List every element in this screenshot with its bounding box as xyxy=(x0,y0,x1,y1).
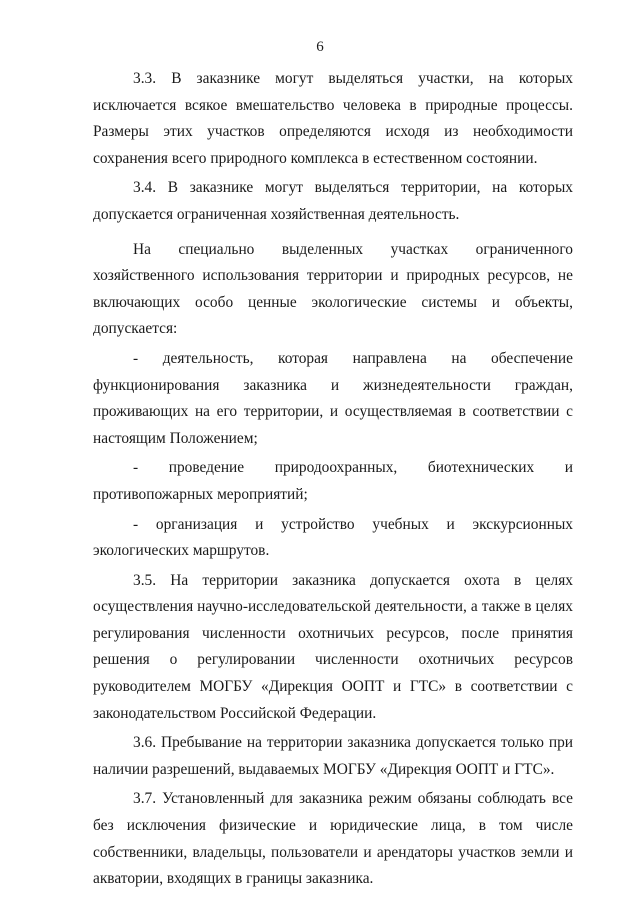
document-body xyxy=(93,66,573,893)
paragraph-3-5: 3.5. На территории заказника допускается охота в целях осуществления научно-исследовательской деятельности, а также в целях регулирования численности охотничьих ресурсов, после принятия решения о регулировании численности охотничьих ресурсов руководителем МОГБУ «Дирекция ООПТ и ГТС» в соответствии с законодательством Российской Федерации. xyxy=(93,571,573,722)
paragraph-3-6: 3.6. Пребывание на территории заказника допускается только при наличии разрешений, выдаваемых МОГБУ «Дирекция ООПТ и ГТС». xyxy=(93,734,573,778)
paragraph-3-3: 3.3. В заказнике могут выделяться участки, на которых исключается всякое вмешательство человека в природные процессы. Размеры этих участков определяются исходя из необходимости сохранения всего природного комплекса в естественном состоянии. xyxy=(93,70,573,167)
paragraph-3-7: 3.7. Установленный для заказника режим обязаны соблюдать все без исключения физические и юридические лица, в том числе собственники, владельцы, пользователи и арендаторы участков земли и акватории, входящих в границы заказника. xyxy=(93,790,573,888)
paragraph-permitted-intro: На специально выделенных участках ограниченного хозяйственного использования территории и природных ресурсов, не включающих особо ценные экологические системы и объекты, допускается: xyxy=(93,240,573,338)
list-item-activity: - деятельность, которая направлена на обеспечение функционирования заказника и жизнедеятельности граждан, проживающих на его территории, и осуществляемая в соответствии с настоящим Положением; xyxy=(93,349,573,447)
page-number: 6 xyxy=(316,39,324,55)
list-item-measures: - проведение природоохранных, биотехнических и противопожарных мероприятий; xyxy=(93,459,573,503)
list-item-routes: - организация и устройство учебных и экскурсионных экологических маршрутов. xyxy=(93,515,573,560)
paragraph-3-4: 3.4. В заказнике могут выделяться территории, на которых допускается ограниченная хозяйственная деятельность. xyxy=(93,179,573,223)
